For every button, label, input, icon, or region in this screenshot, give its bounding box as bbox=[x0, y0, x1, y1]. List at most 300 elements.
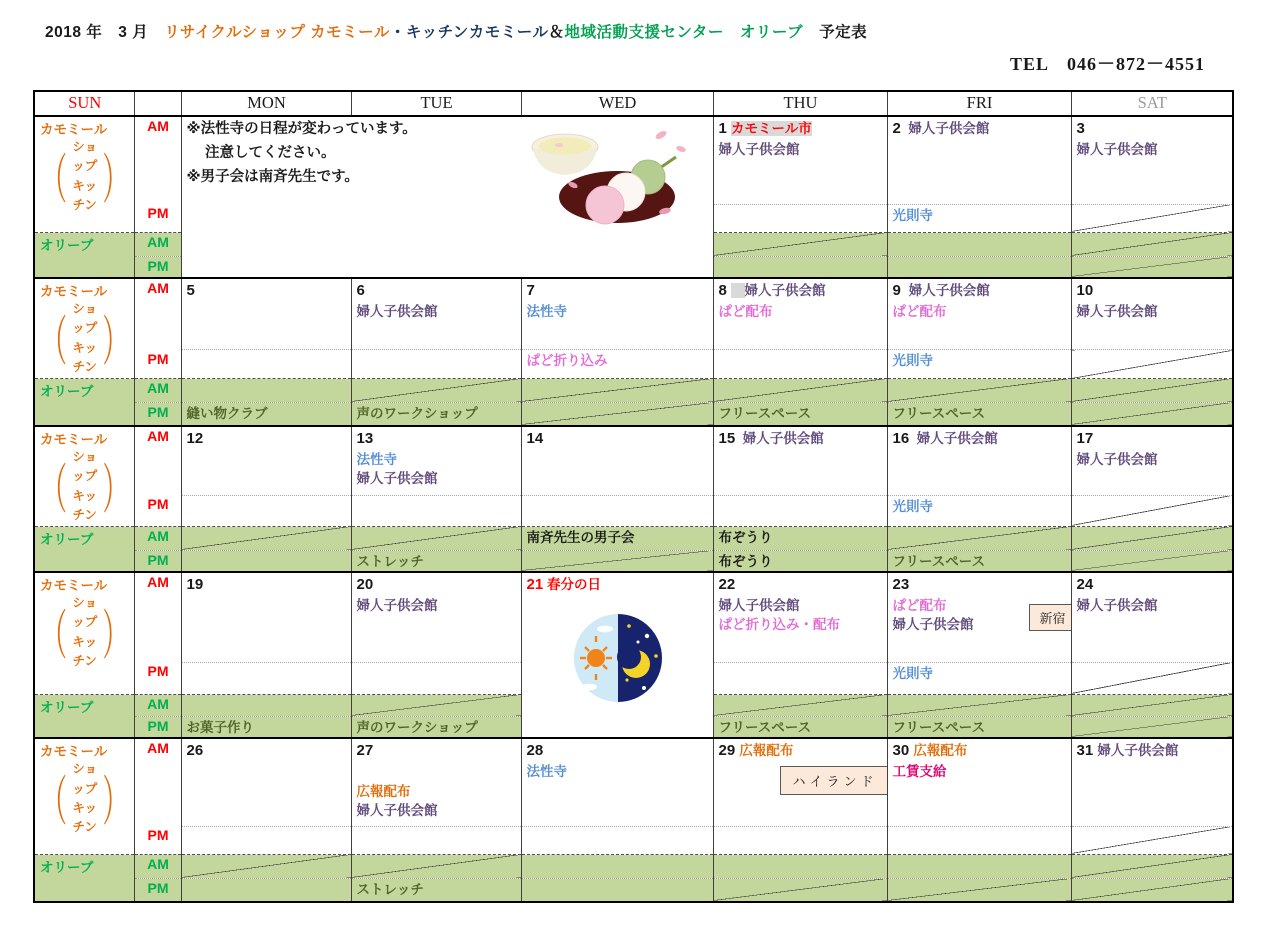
event-text: 婦人子供会館 bbox=[735, 431, 824, 446]
event-line bbox=[719, 528, 883, 548]
date-number: 20 bbox=[356, 576, 374, 594]
date-number: 9 bbox=[892, 282, 906, 299]
cell-w3-thu-olive-pm bbox=[713, 550, 887, 572]
event-line bbox=[893, 118, 1067, 140]
event-text: 工賃支給 bbox=[892, 763, 947, 779]
event-line bbox=[527, 351, 709, 371]
cell-w1-sat-olive-am bbox=[1071, 232, 1233, 256]
title-segment: ・ bbox=[389, 24, 406, 41]
event-line bbox=[1077, 140, 1229, 160]
bracket-part: ショップ キッチン bbox=[72, 302, 98, 375]
date-number: 17 bbox=[1076, 430, 1094, 447]
event-line bbox=[719, 718, 883, 738]
event-text: ストレッチ bbox=[356, 553, 424, 569]
cell-w4-mon-am bbox=[181, 572, 351, 662]
cell-w2-thu-olive-am bbox=[713, 378, 887, 402]
cell-w3-mon-olive-pm bbox=[181, 550, 351, 572]
day-header-sat: SAT bbox=[1071, 91, 1233, 116]
event-text: 婦人子供会館 bbox=[1097, 743, 1179, 759]
event-line bbox=[719, 615, 883, 635]
event-text: フリースペース bbox=[718, 405, 812, 421]
cell-w1-fri-am bbox=[887, 116, 1071, 204]
bracket-part: （ bbox=[41, 605, 68, 667]
bracket-part: ） bbox=[102, 149, 129, 211]
event-text: 婦人子供会館 bbox=[718, 597, 800, 613]
cell-w4-sat-olive-pm bbox=[1071, 716, 1233, 738]
cell-w4-mon-olive-am bbox=[181, 694, 351, 716]
am-row-label: AM bbox=[134, 738, 181, 826]
cell-w1-fri-pm bbox=[887, 204, 1071, 232]
event-line bbox=[357, 552, 517, 572]
event-line bbox=[893, 762, 1067, 782]
event-line bbox=[357, 782, 517, 802]
bracket-part: ） bbox=[102, 459, 129, 521]
event-text: 広報配布 bbox=[356, 783, 411, 799]
cell-w3-sat-olive-pm bbox=[1071, 550, 1233, 572]
title-segment: 予定表 bbox=[803, 24, 868, 41]
cell-w3-fri-olive-am bbox=[887, 526, 1071, 550]
event-text: 婦人子供会館 bbox=[1076, 597, 1158, 613]
date-number: 26 bbox=[186, 742, 204, 760]
event-line bbox=[527, 574, 709, 596]
cell-w4-tue-am bbox=[351, 572, 521, 662]
date-number: 19 bbox=[186, 576, 204, 594]
row-label-kamomiru bbox=[34, 116, 134, 232]
cell-w4-sat-olive-am bbox=[1071, 694, 1233, 716]
bracket-part: （ bbox=[41, 459, 68, 521]
cell-w1-thu-olive-am bbox=[713, 232, 887, 256]
event-line bbox=[357, 428, 517, 450]
event-line bbox=[719, 280, 883, 302]
event-text: 婦人子供会館 bbox=[356, 303, 438, 319]
row-label-kamomiru bbox=[34, 572, 134, 694]
annotation-box-ハイランド: ハイランド bbox=[780, 766, 888, 795]
page-title bbox=[45, 20, 1280, 42]
note-line: ※男子会は南斉先生です。 bbox=[186, 168, 359, 185]
pm-row-label: PM bbox=[134, 662, 181, 694]
event-text: 婦人子供会館 bbox=[356, 597, 438, 613]
cell-w3-sat-pm bbox=[1071, 495, 1233, 526]
date-number: 28 bbox=[526, 742, 544, 760]
cell-w4-sat-pm bbox=[1071, 662, 1233, 694]
cell-w3-wed-olive-pm bbox=[521, 550, 713, 572]
bracket-part: ） bbox=[102, 311, 129, 373]
cell-w1-fri-olive-pm bbox=[887, 256, 1071, 278]
cell-w2-fri-pm bbox=[887, 350, 1071, 378]
date-number: 5 bbox=[186, 282, 195, 299]
cell-w4-tue-pm bbox=[351, 662, 521, 694]
cell-w3-sat-olive-am bbox=[1071, 526, 1233, 550]
event-text: 婦人子供会館 bbox=[744, 283, 826, 298]
event-line bbox=[719, 428, 883, 450]
pm-row-label: PM bbox=[134, 826, 181, 854]
cell-w5-mon-olive-am bbox=[181, 854, 351, 878]
cell-w5-sat-olive-am bbox=[1071, 854, 1233, 878]
cell-w1-sat-pm bbox=[1071, 204, 1233, 232]
event-line bbox=[357, 762, 517, 782]
cell-w2-wed-am bbox=[521, 278, 713, 350]
kamomiru-label: カモミール bbox=[40, 122, 108, 137]
event-line bbox=[357, 574, 517, 596]
cell-w4-tue-olive-am bbox=[351, 694, 521, 716]
event-text: 婦人子供会館 bbox=[1076, 141, 1158, 157]
calendar-container bbox=[0, 90, 1280, 903]
row-label-olive: オリーブ bbox=[34, 378, 134, 426]
title-segment: キッチンカモミール bbox=[405, 24, 549, 41]
row-label-olive: オリーブ bbox=[34, 232, 134, 278]
event-text: フリースペース bbox=[718, 719, 812, 735]
olive-pm-row-label: PM bbox=[134, 550, 181, 572]
event-text: ぱど配布 bbox=[892, 597, 947, 613]
bracket-part: ） bbox=[102, 605, 129, 667]
cell-w2-mon-olive-pm bbox=[181, 402, 351, 426]
event-line bbox=[719, 740, 883, 762]
row-label-olive: オリーブ bbox=[34, 694, 134, 738]
date-number: 2 bbox=[892, 120, 901, 137]
am-row-label: AM bbox=[134, 278, 181, 350]
cell-w3-wed-am bbox=[521, 426, 713, 495]
day-header-sun: SUN bbox=[34, 91, 134, 116]
pm-row-label: PM bbox=[134, 204, 181, 232]
cell-w2-thu-olive-pm bbox=[713, 402, 887, 426]
event-text: 布ぞうり bbox=[718, 529, 773, 545]
cell-w3-fri-am bbox=[887, 426, 1071, 495]
cell-w1-thu-olive-pm bbox=[713, 256, 887, 278]
cell-w5-wed-pm bbox=[521, 826, 713, 854]
bracket-part: ショップ キッチン bbox=[72, 450, 98, 523]
date-number: 27 bbox=[356, 742, 374, 760]
event-line bbox=[1077, 574, 1229, 596]
bracket-part: ショップ キッチン bbox=[72, 762, 98, 835]
cell-w4-fri-olive-pm bbox=[887, 716, 1071, 738]
notes-cell bbox=[181, 116, 713, 278]
cell-w2-wed-olive-am bbox=[521, 378, 713, 402]
row-label-kamomiru bbox=[34, 278, 134, 378]
cell-w5-thu-olive-am bbox=[713, 854, 887, 878]
cell-w2-mon-am bbox=[181, 278, 351, 350]
cell-w5-sat-am bbox=[1071, 738, 1233, 826]
event-text: ぱど配布 bbox=[718, 303, 773, 319]
cell-w5-fri-am bbox=[887, 738, 1071, 826]
date-number: 7 bbox=[526, 282, 535, 299]
date-number: 8 bbox=[718, 282, 732, 299]
event-line bbox=[1077, 280, 1229, 302]
event-line bbox=[187, 404, 347, 424]
cell-w3-wed-pm bbox=[521, 495, 713, 526]
cell-w5-tue-am bbox=[351, 738, 521, 826]
event-text: 光則寺 bbox=[892, 498, 933, 514]
cell-w3-sat-am bbox=[1071, 426, 1233, 495]
cell-w2-tue-olive-am bbox=[351, 378, 521, 402]
kamomiru-label: カモミール bbox=[40, 744, 108, 760]
cell-w5-mon-olive-pm bbox=[181, 878, 351, 902]
row-label-kamomiru bbox=[34, 738, 134, 854]
event-text: ぱど折り込み bbox=[526, 353, 608, 369]
event-text: 縫い物クラブ bbox=[186, 405, 268, 421]
cell-w2-wed-pm bbox=[521, 350, 713, 378]
event-text bbox=[731, 283, 745, 298]
cell-w2-sat-pm bbox=[1071, 350, 1233, 378]
title-segment: 2018 年 3 月 bbox=[45, 24, 165, 41]
note-line: 注意してください。 bbox=[186, 144, 336, 161]
cell-w4-thu-pm bbox=[713, 662, 887, 694]
date-number: 12 bbox=[186, 430, 204, 447]
event-line bbox=[187, 718, 347, 738]
title-segment: リサイクルショップ カモミール bbox=[164, 24, 390, 41]
date-number: 6 bbox=[356, 282, 365, 299]
event-line bbox=[357, 302, 517, 322]
event-line bbox=[719, 140, 883, 160]
event-line bbox=[357, 880, 517, 900]
event-text: 婦人子供会館 bbox=[1076, 451, 1158, 467]
cell-w3-fri-pm bbox=[887, 495, 1071, 526]
cell-w5-thu-am bbox=[713, 738, 887, 826]
cell-w2-tue-olive-pm bbox=[351, 402, 521, 426]
event-text: 声のワークショップ bbox=[356, 719, 478, 735]
cell-w5-mon-pm bbox=[181, 826, 351, 854]
row-label-olive: オリーブ bbox=[34, 854, 134, 902]
cell-w3-thu-pm bbox=[713, 495, 887, 526]
cell-w4-mon-pm bbox=[181, 662, 351, 694]
cell-w2-sat-olive-pm bbox=[1071, 402, 1233, 426]
cell-w3-tue-olive-am bbox=[351, 526, 521, 550]
event-line bbox=[527, 302, 709, 322]
event-line bbox=[893, 302, 1067, 322]
cell-w5-wed-am bbox=[521, 738, 713, 826]
am-row-label: AM bbox=[134, 426, 181, 495]
day-header-tue: TUE bbox=[351, 91, 521, 116]
event-text: 婦人子供会館 bbox=[909, 431, 998, 446]
schedule-page bbox=[0, 20, 1280, 925]
cell-w5-tue-olive-am bbox=[351, 854, 521, 878]
cell-w3-mon-pm bbox=[181, 495, 351, 526]
cell-w5-mon-am bbox=[181, 738, 351, 826]
event-line bbox=[1077, 428, 1229, 450]
note-image-wrap bbox=[513, 123, 699, 236]
event-text: ぱど折り込み・配布 bbox=[718, 617, 840, 633]
date-number: 21 bbox=[526, 576, 544, 594]
cell-w4-thu-am bbox=[713, 572, 887, 662]
date-number: 29 bbox=[718, 742, 740, 760]
event-line bbox=[893, 497, 1067, 517]
event-line bbox=[893, 428, 1067, 450]
schedule-table bbox=[33, 90, 1234, 903]
olive-am-row-label: AM bbox=[134, 526, 181, 550]
event-text: 広報配布 bbox=[913, 743, 968, 759]
cell-w3-mon-am bbox=[181, 426, 351, 495]
event-text: 婦人子供会館 bbox=[900, 121, 990, 136]
cell-w2-mon-pm bbox=[181, 350, 351, 378]
event-line bbox=[893, 552, 1067, 572]
bracket-part: （ bbox=[41, 149, 68, 211]
olive-am-row-label: AM bbox=[134, 378, 181, 402]
event-line bbox=[187, 280, 347, 302]
event-line bbox=[1077, 740, 1229, 762]
cell-w4-fri-am bbox=[887, 572, 1071, 662]
event-line bbox=[893, 206, 1067, 226]
event-text: 広報配布 bbox=[739, 743, 794, 759]
event-line bbox=[357, 718, 517, 738]
cell-w4-mon-olive-pm bbox=[181, 716, 351, 738]
cell-w3-tue-am bbox=[351, 426, 521, 495]
event-text: 婦人子供会館 bbox=[892, 617, 974, 633]
title-segment: 地域活動支援センター オリーブ bbox=[564, 24, 804, 41]
cell-w4-fri-pm bbox=[887, 662, 1071, 694]
event-line bbox=[1077, 450, 1229, 470]
event-line bbox=[1077, 118, 1229, 140]
cell-w2-mon-olive-am bbox=[181, 378, 351, 402]
note-line: ※法性寺の日程が変わっています。 bbox=[186, 121, 417, 137]
shop-kitchen-bracket bbox=[40, 448, 130, 526]
day-header-fri: FRI bbox=[887, 91, 1071, 116]
kamomiru-label: カモミール bbox=[40, 578, 108, 594]
cell-w2-fri-am bbox=[887, 278, 1071, 350]
cell-w3-wed-olive-am bbox=[521, 526, 713, 550]
date-number: 23 bbox=[892, 576, 910, 594]
event-text: 布ぞうり bbox=[718, 553, 773, 569]
day-header-thu: THU bbox=[713, 91, 887, 116]
event-line bbox=[357, 404, 517, 424]
dango-and-tea-image bbox=[513, 123, 699, 231]
cell-w5-thu-olive-pm bbox=[713, 878, 887, 902]
shop-kitchen-bracket bbox=[40, 138, 130, 216]
cell-w4-sat-am bbox=[1071, 572, 1233, 662]
event-line bbox=[893, 664, 1067, 684]
event-line bbox=[357, 280, 517, 302]
cell-w2-tue-am bbox=[351, 278, 521, 350]
event-text: フリースペース bbox=[892, 719, 986, 735]
cell-w1-fri-olive-am bbox=[887, 232, 1071, 256]
cell-w2-wed-olive-pm bbox=[521, 402, 713, 426]
event-text: 光則寺 bbox=[892, 353, 933, 369]
event-text: 南斉先生の男子会 bbox=[526, 529, 635, 545]
olive-pm-row-label: PM bbox=[134, 402, 181, 426]
event-text: 春分の日 bbox=[543, 577, 601, 593]
kamomiru-label: カモミール bbox=[40, 432, 108, 447]
cell-w3-thu-am bbox=[713, 426, 887, 495]
cell-w1-sat-am bbox=[1071, 116, 1233, 204]
day-header-blank bbox=[134, 91, 181, 116]
date-number: 16 bbox=[892, 430, 910, 447]
date-number: 1 bbox=[718, 120, 732, 137]
event-line bbox=[187, 574, 347, 596]
cell-w5-thu-pm bbox=[713, 826, 887, 854]
date-number: 15 bbox=[718, 430, 736, 447]
event-text: 声のワークショップ bbox=[356, 405, 478, 421]
event-text: 光則寺 bbox=[892, 207, 933, 223]
cell-w4-thu-olive-am bbox=[713, 694, 887, 716]
olive-pm-row-label: PM bbox=[134, 878, 181, 902]
cell-w2-tue-pm bbox=[351, 350, 521, 378]
date-number: 30 bbox=[892, 742, 914, 760]
date-number: 14 bbox=[526, 430, 544, 447]
cell-w5-tue-olive-pm bbox=[351, 878, 521, 902]
olive-pm-row-label: PM bbox=[134, 256, 181, 278]
event-line bbox=[893, 574, 1067, 596]
cell-w3-tue-pm bbox=[351, 495, 521, 526]
event-text: お菓子作り bbox=[186, 719, 254, 735]
shop-kitchen-bracket bbox=[40, 300, 130, 378]
event-text: 婦人子供会館 bbox=[1076, 303, 1158, 319]
date-number: 10 bbox=[1076, 282, 1094, 299]
olive-am-row-label: AM bbox=[134, 854, 181, 878]
holiday-icon-wrap bbox=[527, 612, 709, 709]
event-text: 婦人子供会館 bbox=[905, 283, 990, 298]
event-line bbox=[1077, 596, 1229, 616]
event-text: 光則寺 bbox=[892, 665, 933, 681]
event-text: 法性寺 bbox=[356, 451, 397, 467]
cell-w4-thu-olive-pm bbox=[713, 716, 887, 738]
title-segment: ＆ bbox=[548, 24, 565, 41]
event-line bbox=[357, 596, 517, 616]
cell-w2-fri-olive-pm bbox=[887, 402, 1071, 426]
cell-w1-sat-olive-pm bbox=[1071, 256, 1233, 278]
cell-w5-wed-olive-am bbox=[521, 854, 713, 878]
cell-w5-sat-olive-pm bbox=[1071, 878, 1233, 902]
annotation-box-新宿: 新宿 bbox=[1029, 604, 1071, 631]
spring-equinox-day-night-icon bbox=[572, 612, 664, 704]
bracket-part: （ bbox=[41, 771, 68, 833]
event-text: フリースペース bbox=[892, 405, 986, 421]
event-line bbox=[719, 118, 883, 140]
event-line bbox=[357, 740, 517, 762]
row-label-olive: オリーブ bbox=[34, 526, 134, 572]
kamomiru-label: カモミール bbox=[40, 284, 108, 299]
olive-pm-row-label: PM bbox=[134, 716, 181, 738]
event-line bbox=[1077, 302, 1229, 322]
bracket-part: （ bbox=[41, 311, 68, 373]
cell-w2-sat-olive-am bbox=[1071, 378, 1233, 402]
olive-am-row-label: AM bbox=[134, 232, 181, 256]
date-number: 24 bbox=[1076, 576, 1094, 594]
event-text: 法性寺 bbox=[526, 763, 567, 779]
event-text: ストレッチ bbox=[356, 881, 424, 897]
row-label-kamomiru bbox=[34, 426, 134, 526]
event-line bbox=[357, 450, 517, 470]
cell-w5-sat-pm bbox=[1071, 826, 1233, 854]
day-cell-holiday-wed bbox=[521, 572, 713, 738]
shop-kitchen-bracket bbox=[40, 760, 130, 838]
cell-w1-thu-am bbox=[713, 116, 887, 204]
bracket-part: ショップ キッチン bbox=[72, 140, 98, 213]
day-header-wed: WED bbox=[521, 91, 713, 116]
event-text: フリースペース bbox=[892, 553, 986, 569]
event-line bbox=[719, 302, 883, 322]
event-text: 婦人子供会館 bbox=[356, 803, 438, 819]
event-text: 婦人子供会館 bbox=[356, 471, 438, 487]
event-line bbox=[357, 469, 517, 489]
cell-w2-fri-olive-am bbox=[887, 378, 1071, 402]
event-text: ぱど配布 bbox=[892, 303, 947, 319]
cell-w2-thu-pm bbox=[713, 350, 887, 378]
event-line bbox=[719, 574, 883, 596]
event-line bbox=[893, 280, 1067, 302]
cell-w5-fri-olive-am bbox=[887, 854, 1071, 878]
cell-w2-thu-am bbox=[713, 278, 887, 350]
event-line bbox=[527, 280, 709, 302]
olive-am-row-label: AM bbox=[134, 694, 181, 716]
cell-w5-tue-pm bbox=[351, 826, 521, 854]
phone-number: TEL 046－872－4551 bbox=[1009, 54, 1205, 74]
am-row-label: AM bbox=[134, 116, 181, 204]
event-text: 法性寺 bbox=[526, 303, 567, 319]
event-line bbox=[187, 428, 347, 450]
event-line bbox=[527, 762, 709, 782]
cell-w5-fri-pm bbox=[887, 826, 1071, 854]
cell-w4-fri-olive-am bbox=[887, 694, 1071, 716]
event-line bbox=[719, 404, 883, 424]
cell-w5-wed-olive-pm bbox=[521, 878, 713, 902]
